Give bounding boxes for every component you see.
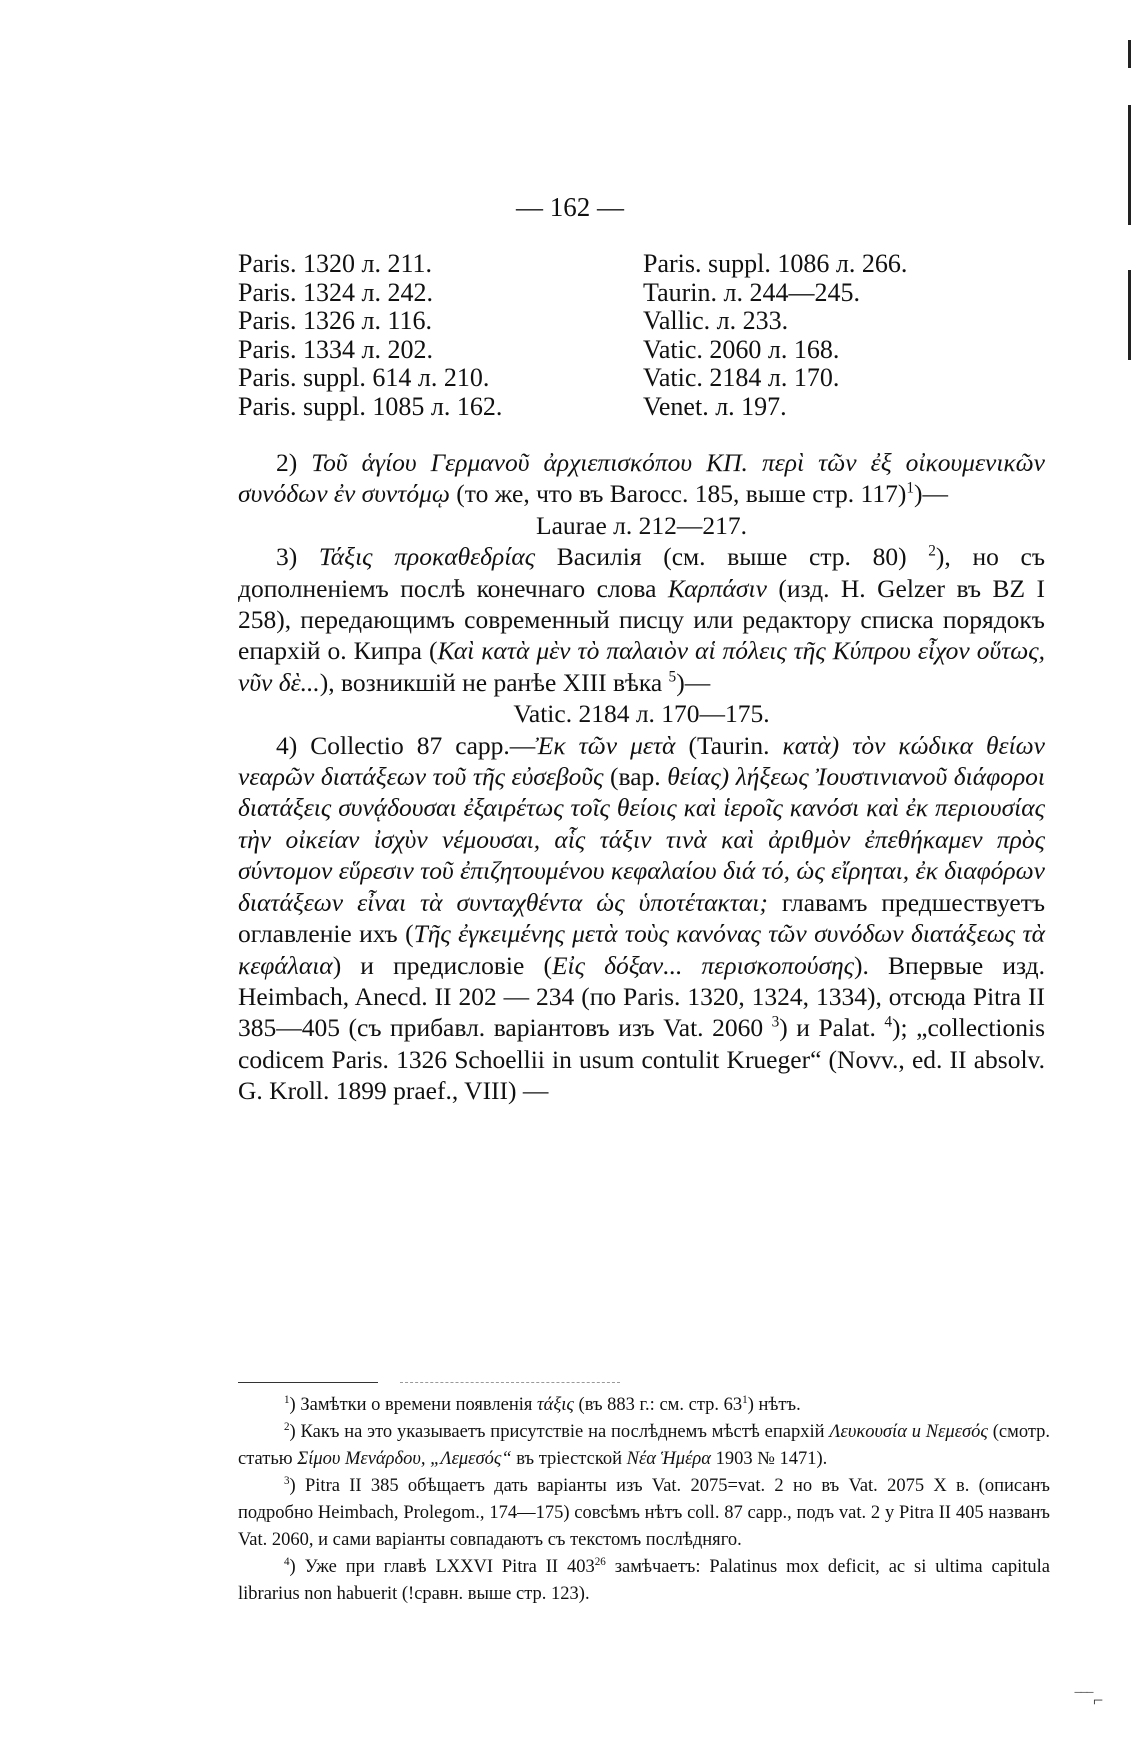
scan-edge-mark (1128, 270, 1131, 360)
section-text: , но съ дополненіемъ послѣ конечнаго слова (238, 542, 1046, 603)
footnote-number: 2 (284, 1420, 290, 1433)
section-2: 2) Τοῦ ἁγίου Γερμανοῦ ἀρχιεπισκόπου ΚΠ. περὶ τῶν ἐξ οἰκουμενικῶν συνόδων ἐν συντόμῳ (то же, что въ Barocc. 185, выше стр. 117)$^1$)— (238, 448, 1045, 509)
greek-text: κατὰ) τὸν κώδικα θείων νεαρῶν διατάξεων τοῦ τῆς εὐσεβοῦς (238, 730, 1045, 792)
footnote-text: Какъ на это указываетъ присутствіе на послѣднемъ мѣстѣ епархій (300, 1422, 825, 1442)
footnote-3: $^3$) Pitra II 385 обѣщаетъ дать варіанты изъ Vat. 2075=vat. 2 но въ Vat. 2075 X в. (описанъ подробно Heimbach, Prolegom., 174—175) совсѣмъ нѣтъ coll. 87 capp., подъ vat. 2 у Pitra II 405 названъ Vat. 2060, и сами варіанты совпадаютъ съ текстомъ послѣдняго. (238, 1474, 1050, 1550)
manuscript-entry: Venet. л. 197. (643, 391, 787, 421)
section-number: 2) (276, 448, 298, 477)
manuscript-entry: Vatic. 2060 л. 168. (643, 334, 840, 364)
greek-text: Ἐκ τῶν μετὰ (535, 730, 676, 760)
manuscript-entry: Paris. suppl. 614 л. 210. (238, 363, 490, 392)
footnote-ref: 3 (771, 1013, 780, 1031)
footnote-text: ) нѣтъ. (747, 1395, 801, 1415)
manuscript-entry: Paris. 1334 л. 202. (238, 334, 433, 364)
manuscript-entry: Paris. 1326 л. 116. (238, 306, 433, 335)
section-number: 4) (276, 730, 298, 760)
section-text: (Taurin. (688, 730, 770, 760)
footnote-text: (смотр. статью (238, 1422, 1051, 1469)
section-text: (то же, что въ Barocc. 185, выше стр. 117) (456, 479, 907, 509)
footnote-superscript: 26 (594, 1555, 606, 1568)
section-text: ). Впервые изд. Heimbach, Anecd. II 202 — 234 (по Paris. 1320, 1324, 1334), отсюда Pitra II 385—405 (съ прибавл. варіантовъ изъ Vat. 2060 (238, 950, 1045, 1043)
section-3: 3) Τάξις προκαθεδρίας Василія (см. выше стр. 80) $^2$), но съ дополненіемъ послѣ конечнаго слова Καρπάσιν (изд. H. Gelzer въ BZ I 258), передающимъ современный писцу или редактору списка порядокъ епархій о. Кипра (Καὶ κατὰ μὲν τὸ παλαιὸν αἱ πόλεις τῆς Κύπρου εἶχον οὕτως, νῦν δὲ...), возникшій не ранѣе XIII вѣка $^5$)— (238, 542, 1046, 697)
section-text: (вар. (610, 762, 661, 792)
greek-word: Καρπάσιν (667, 573, 767, 603)
footnote-text: въ тріестской (516, 1449, 623, 1469)
manuscript-entry: Paris. 1320 л. 211. (238, 249, 433, 278)
greek-text: Εἰς δόξαν... περισκοπούσης (551, 950, 855, 980)
manuscript-entry: Taurin. л. 244—245. (643, 277, 860, 307)
footnote-number: 3 (284, 1474, 290, 1487)
section-4 (238, 730, 1045, 1107)
section-number: 3) (276, 542, 298, 572)
manuscript-entry: Vallic. л. 233. (643, 306, 789, 335)
section-text: (изд. H. Gelzer въ BZ I 258), передающимъ современный писцу или редактору списка порядокъ епархій о. Кипра ( (238, 573, 1046, 666)
greek-text: Νέα Ἡμέρα (626, 1449, 711, 1469)
footnote-text: Замѣтки о времени появленія (300, 1395, 533, 1415)
section-text: ) и Palat. (779, 1013, 876, 1043)
manuscript-list-right (643, 250, 907, 421)
manuscript-reference: Vatic. 2184 л. 170—175. (513, 699, 770, 729)
manuscript-reference: Laurae л. 212—217. (536, 510, 747, 540)
footnote-4: $^4$) Уже при главѣ LXXVI Pitra II $403^{26}$ замѣчаетъ: Palatinus mox deficit, ac si ultima capitula librarius non habuerit (!сравн. выше стр. 123). (238, 1555, 1050, 1604)
scan-edge-mark (1128, 40, 1131, 68)
section-text: ) и предисловіе ( (332, 950, 552, 980)
manuscript-entry: Paris. 1324 л. 242. (238, 277, 433, 307)
footnote-text: 1903 № 1471). (715, 1449, 828, 1469)
footnote-ref: 2 (928, 542, 936, 560)
footnote-text: Уже при главѣ LXXVI Pitra II 403 (304, 1557, 595, 1577)
footnote-text: (въ 883 г.: см. стр. 63 (578, 1395, 743, 1415)
greek-text: θείας) λήξεως Ἰουστινιανοῦ διάφοροι διατάξεις συνᾴδουσαι ἐξαιρέτως τοῖς θείοις καὶ ἱεροῖς κανόσι καὶ ἐκ περιουσίας τὴν οἰκείαν ἰσχὺν νέμουσαι, αἷς τάξιν τινὰ καὶ ἀριθμὸν ἐπεθήκαμεν πρὸς σύντομον εὕρεσιν τοῦ ἐπιζητουμένου κεφαλαίου διά τό, ὡς εἴρηται, ἐκ διαφόρων διατάξεων εἶναι τὰ συνταχθέντα ὡς ὑποτέτακται; (238, 762, 1046, 917)
dash: — (922, 479, 948, 509)
greek-quote: Καὶ κατὰ μὲν τὸ παλαιὸν αἱ πόλεις τῆς Κύπρου εἶχον οὕτως, νῦν δὲ... (238, 636, 1046, 697)
manuscript-list-left (238, 250, 502, 421)
footnote-text: Pitra II 385 обѣщаетъ дать варіанты изъ Vat. 2075=vat. 2 но въ Vat. 2075 X в. (описанъ подробно Heimbach, Prolegom., 174—175) совсѣмъ нѣтъ coll. 87 capp., подъ vat. 2 у Pitra II 405 названъ Vat. 2060, и сами варіанты совпадаютъ съ текстомъ послѣдняго. (238, 1476, 1050, 1550)
greek-title: Τοῦ ἁγίου Γερμανοῦ ἀρχιεπισκόπου ΚΠ. περὶ τῶν ἐξ οἰκουμενικῶν συνόδων ἐν συντόμῳ (238, 448, 1045, 509)
footnote-2: $^2$) Какъ на это указываетъ присутствіе на послѣднемъ мѣстѣ епархій Λευκουσία и Νεμεσός (смотр. статью Σίμου Μενάρδου, „Λεμεσός“ въ тріестской Νέα Ἡμέρα 1903 № 1471). (238, 1420, 1051, 1469)
greek-text: Λευκουσία и Νεμεσός (829, 1422, 988, 1442)
manuscript-entry: Vatic. 2184 л. 170. (643, 363, 840, 392)
footnote-number: 1 (284, 1393, 290, 1406)
section-text: Василія (см. выше стр. 80) (556, 542, 907, 572)
footnote-ref: 1 (906, 479, 914, 497)
footnote-text: замѣчаетъ: Palatinus mox deficit, ac si ultima capitula librarius non habuerit (!сравн. выше стр. 123). (238, 1557, 1050, 1604)
section-text: ); „collectionis codicem Paris. 1326 Schoellii in usum contulit Krueger“ (Novv., ed. II absolv. G. Kroll. 1899 praef., VIII) — (238, 1013, 1046, 1106)
footnote-ref: 4 (884, 1013, 893, 1031)
scan-artifact: ‾‾‾⌐ (1075, 1690, 1104, 1710)
footnote-rule (238, 1382, 378, 1383)
main-text (238, 447, 1045, 1107)
greek-word: τάξις (537, 1395, 574, 1415)
greek-text: Τῆς ἐγκειμένης μετὰ τοὺς κανόνας τῶν συνόδων διατάξεως τὰ κεφάλαια (238, 919, 1045, 980)
footnotes (238, 1392, 1050, 1608)
footnote-rule (400, 1382, 620, 1383)
greek-text: Σίμου Μενάρδου, „Λεμεσός“ (297, 1449, 512, 1469)
footnote-number: 4 (284, 1555, 290, 1568)
section-text: ), возникшій не ранѣе XIII вѣка (319, 667, 663, 697)
section-text: главамъ предшествуетъ оглавленіе ихъ ( (238, 887, 1046, 949)
greek-title: Τάξις προκαθεδρίας (318, 542, 536, 572)
footnote-1: $^1$) Замѣтки о времени появленія τάξις (въ 883 г.: см. стр. $63^1$) нѣтъ. (284, 1393, 801, 1415)
footnote-ref: 5 (668, 668, 677, 686)
manuscript-entry: Paris. suppl. 1086 л. 266. (643, 249, 908, 278)
dash: )— (676, 667, 711, 697)
page-number: — 162 — (516, 192, 624, 222)
section-text: Collectio 87 capp.— (310, 730, 536, 760)
manuscript-entry: Paris. suppl. 1085 л. 162. (238, 391, 503, 421)
